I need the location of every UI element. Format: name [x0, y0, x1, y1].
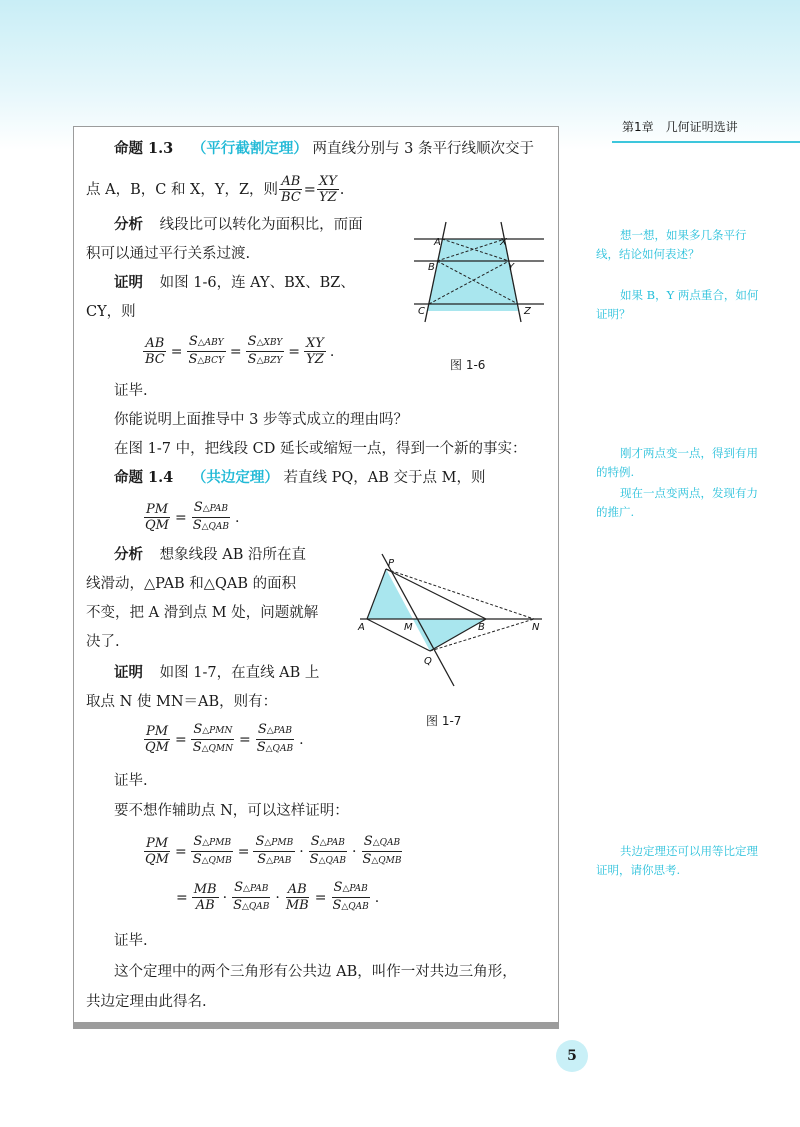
chapter-header [612, 118, 800, 143]
equation-3: $\frac{PM}{QM}$ = $\frac{\text{S△PMN}}{\text{S△QMN}}$ = $\frac{\text{S△PAB}}{\text{S△QAB}}$ . [145, 722, 304, 755]
proof2-line1: 证明 如图 1-7，在直线 AB 上 [114, 664, 320, 681]
side-note-2a: 刚才两点变一点，得到有用的特例. [596, 446, 758, 479]
side-note-3: 共边定理还可以用等比定理证明，请你思考. [596, 844, 758, 877]
fig16-caption: 图 1-6 [450, 358, 486, 372]
prop14-text: 若直线 PQ，AB 交于点 M，则 [283, 470, 486, 486]
prop13-line1 [114, 138, 534, 160]
equation-4: $\frac{PM}{QM}$ = $\frac{\text{S△PMB}}{\text{S△QMB}}$ = $\frac{\text{S△PMB}}{\text{S△PAB}}$ · $\frac{\text{S△PAB}}{\text{S△QAB}}$ · $\frac{\text{S△QAB}}{\text{S△QMB}}$ [145, 834, 402, 867]
prop14-label: 命题 1.4 [114, 469, 174, 486]
qed-2: 证毕. [114, 773, 148, 789]
fig17-label-0: P [388, 558, 395, 569]
fig16-label-1: X [500, 237, 507, 248]
fig17-dashed-lines [386, 569, 534, 651]
fig17-label-1: A [358, 622, 365, 633]
analysis1-line2: 积可以通过平行关系过渡. [86, 246, 251, 262]
fig17-label-4: N [532, 622, 540, 633]
equation-2: $\frac{PM}{QM}$ = $\frac{\text{S△PAB}}{\text{S△QAB}}$ . [145, 500, 240, 533]
equation-1: $\frac{AB}{BC}$ = $\frac{\text{S△ABY}}{\text{S△BCY}}$ = $\frac{\text{S△XBY}}{\text{S△BZY}}$ = $\frac{XY}{YZ}$ . [145, 334, 335, 367]
fig16-label-5: Z [524, 306, 531, 317]
prop13-text2: 点 A，B，C 和 X，Y，Z，则 [86, 181, 279, 198]
page-number: 5 [556, 1040, 588, 1072]
prop13-frac-ab-bc: $\frac{AB}{BC}$ [281, 174, 301, 205]
equation-5: = $\frac{MB}{AB}$ · $\frac{\text{S△PAB}}{\text{S△QAB}}$ · $\frac{AB}{MB}$ = $\frac{\text{S△PAB}}{\text{S△QAB}}$ . [176, 880, 380, 913]
figure-1-6 [410, 214, 550, 326]
fig16-label-3: Y [508, 262, 515, 273]
fig16-label-4: C [418, 306, 425, 317]
question-2: 在图 1-7 中，把线段 CD 延长或缩短一点，得到一个新的事实： [114, 441, 527, 457]
proof1-line2: CY，则 [86, 304, 136, 320]
fig17-label-2: M [404, 622, 413, 633]
analysis2-line2: 线滑动，△PAB 和△QAB 的面积 [86, 576, 297, 592]
proof2-label: 证明 [114, 664, 143, 681]
content-box-shadow [73, 1022, 559, 1029]
side-note-1a: 想一想，如果多几条平行线，结论如何表述？ [596, 228, 747, 261]
analysis2-label: 分析 [114, 546, 143, 563]
qed-3: 证毕. [114, 933, 148, 949]
side-note-2b: 现在一点变两点，发现有力的推广. [596, 486, 758, 519]
analysis2-line4: 决了. [86, 634, 120, 650]
question-3: 要不想作辅助点 N，可以这样证明： [114, 803, 349, 819]
chapter-title: 第1章 几何证明选讲 [622, 120, 738, 134]
fig16-label-0: A [434, 237, 441, 248]
fig16-label-2: B [428, 262, 435, 273]
closing-line2: 共边定理由此得名. [86, 994, 207, 1010]
analysis2-line3: 不变，把 A 滑到点 M 处，问题就解 [86, 605, 319, 621]
qed-1: 证毕. [114, 383, 148, 399]
prop14-line [114, 467, 485, 489]
figure-1-7 [352, 546, 550, 690]
header-rule [612, 141, 800, 143]
analysis2-line1: 分析 想象线段 AB 沿所在直 [114, 546, 306, 563]
prop13-name: （平行截割定理） [191, 140, 308, 157]
analysis1-line1: 分析 线段比可以转化为面积比，而面 [114, 216, 363, 233]
fig17-label-3: B [478, 622, 485, 633]
prop14-name: （共边定理） [191, 469, 279, 486]
proof2-line2: 取点 N 使 MN＝AB，则有： [86, 694, 278, 710]
closing-line1: 这个定理中的两个三角形有公共边 AB，叫作一对共边三角形， [114, 964, 517, 980]
side-note-1b: 如果 B，Y 两点重合，如何证明？ [596, 288, 759, 321]
proof1-line1: 证明 如图 1-6，连 AY、BX、BZ、 [114, 274, 355, 291]
fig17-caption: 图 1-7 [426, 714, 462, 728]
prop13-line2: 点 A，B，C 和 X，Y，Z，则 $\frac{AB}{BC}$ = $\frac{XY}{YZ}$ . [86, 174, 345, 205]
proof1-label: 证明 [114, 274, 143, 291]
prop13-label: 命题 1.3 [114, 140, 174, 157]
prop13-text1: 两直线分别与 3 条平行线顺次交于 [312, 141, 534, 157]
question-1: 你能说明上面推导中 3 步等式成立的理由吗？ [114, 412, 408, 428]
analysis1-label: 分析 [114, 216, 143, 233]
prop13-frac-xy-yz: $\frac{XY}{YZ}$ [318, 174, 337, 205]
fig17-label-5: Q [424, 656, 432, 667]
